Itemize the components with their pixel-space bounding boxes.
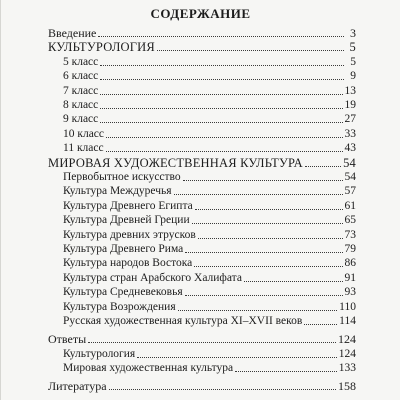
page-title: СОДЕРЖАНИЕ [150,6,251,21]
toc-entry-introduction [48,26,356,40]
dot-leader [106,151,343,152]
toc-entry-etruscans [63,228,356,242]
toc-entry-grade-5 [63,55,356,69]
toc-page-number: 124 [338,332,356,347]
dot-leader [109,389,336,390]
toc-label: Культура Возрождения [63,300,176,313]
toc-page-number: 54 [343,155,356,170]
toc-entry-grade-7 [63,84,356,98]
toc-entry-renaissance [63,300,356,314]
dot-leader [100,122,342,123]
toc-section-culturology [48,40,356,54]
toc-label: Культурология [63,347,136,360]
toc-label: Культура Междуречья [63,185,172,198]
toc-entry-grade-6 [63,69,356,83]
toc-label: Введение [48,26,97,40]
toc-label: Русская художественная культура XI–XVII веков [63,315,303,327]
toc-label: Ответы [48,332,87,347]
toc-page-number: 65 [344,214,356,227]
toc-page-number: 5 [349,40,356,55]
toc-entry-arab-caliphate [63,271,356,285]
toc-page-number: 133 [338,362,356,375]
toc-page-number: 124 [338,347,356,360]
toc-entry-ancient-rome [63,242,356,256]
toc-page-number: 110 [339,300,356,313]
dot-leader [198,238,343,239]
toc-entry-middle-ages [63,285,356,299]
dot-leader [106,137,342,138]
toc-page-number: 114 [339,315,356,327]
toc-label: Культура стран Арабского Халифата [63,271,242,284]
toc-page-number: 158 [338,378,356,393]
toc-label: 11 класс [63,142,104,155]
toc-entry-grade-8 [63,98,356,112]
toc-page-number: 73 [344,228,356,241]
dot-leader [174,194,343,195]
toc-entry-russian-art-culture [63,314,356,328]
dot-leader [100,108,342,109]
toc-entry-grade-9 [63,112,356,126]
toc-page-number: 91 [344,271,356,284]
toc-label: 7 класс [63,84,99,97]
toc-section-literature [48,379,356,393]
toc-page-number: 79 [344,243,356,255]
dot-leader [100,79,344,80]
toc-entry-eastern-peoples [63,256,356,270]
toc-label: Литература [48,378,107,393]
dot-leader [235,371,337,372]
toc-page-number: 57 [344,185,356,198]
toc-label: Первобытное искусство [63,171,181,183]
toc-entry-answers-culturology [63,347,356,361]
toc-label: 10 класс [63,127,105,140]
toc-page-number: 33 [344,127,356,140]
dot-leader [178,310,338,311]
dot-leader [100,94,342,95]
toc-page-number: 13 [344,84,356,97]
dot-leader [195,209,343,210]
toc-entry-mesopotamia [63,184,356,198]
dot-leader [100,65,344,66]
dot-leader [304,324,337,325]
toc-entry-grade-11 [63,141,356,155]
dot-leader [137,357,337,358]
toc-entry-ancient-egypt [63,199,356,213]
dot-leader [192,223,343,224]
dot-leader [244,281,343,282]
toc-label: КУЛЬТУРОЛОГИЯ [48,40,155,55]
toc-label: Культура Древнего Рима [63,243,184,255]
dot-leader [88,342,336,343]
dot-leader [157,50,344,51]
toc-section-answers [48,332,356,346]
dot-leader [185,252,342,253]
toc-page-number: 43 [344,142,356,155]
toc-label: Мировая художественная культура [63,362,234,375]
toc-page-number: 54 [344,171,356,183]
toc-page-number: 61 [344,199,356,212]
toc-page-number: 93 [344,286,356,299]
toc-label: 8 класс [63,99,99,111]
toc-label: 5 класс [63,55,99,68]
toc-page-number: 19 [344,99,356,111]
dot-leader [185,295,343,296]
toc-label: Культура Средневековья [63,286,183,299]
dot-leader [98,36,344,37]
toc-page-number: 86 [344,257,356,270]
toc-page-number: 3 [350,26,356,40]
toc-entry-answers-world-art-culture [63,361,356,375]
toc-label: 9 класс [63,113,99,126]
dot-leader [194,266,342,267]
toc-entry-ancient-greece [63,213,356,227]
toc-page-number: 5 [350,55,356,68]
toc-label: Культура Древнего Египта [63,199,193,212]
dot-leader [183,180,343,181]
toc-page-number: 9 [350,70,356,83]
toc-label: Культура Древней Греции [63,214,190,227]
toc-section-world-art-culture [48,156,356,170]
toc-entry-grade-10 [63,127,356,141]
toc-label: Культура народов Востока [63,257,193,270]
dot-leader [305,166,341,167]
toc-label: 6 класс [63,70,99,83]
toc-label: Культура древних этрусков [63,228,196,241]
toc-label: МИРОВАЯ ХУДОЖЕСТВЕННАЯ КУЛЬТУРА [48,155,303,170]
toc-page-number: 27 [344,113,356,126]
toc-entry-primitive-art [63,170,356,184]
